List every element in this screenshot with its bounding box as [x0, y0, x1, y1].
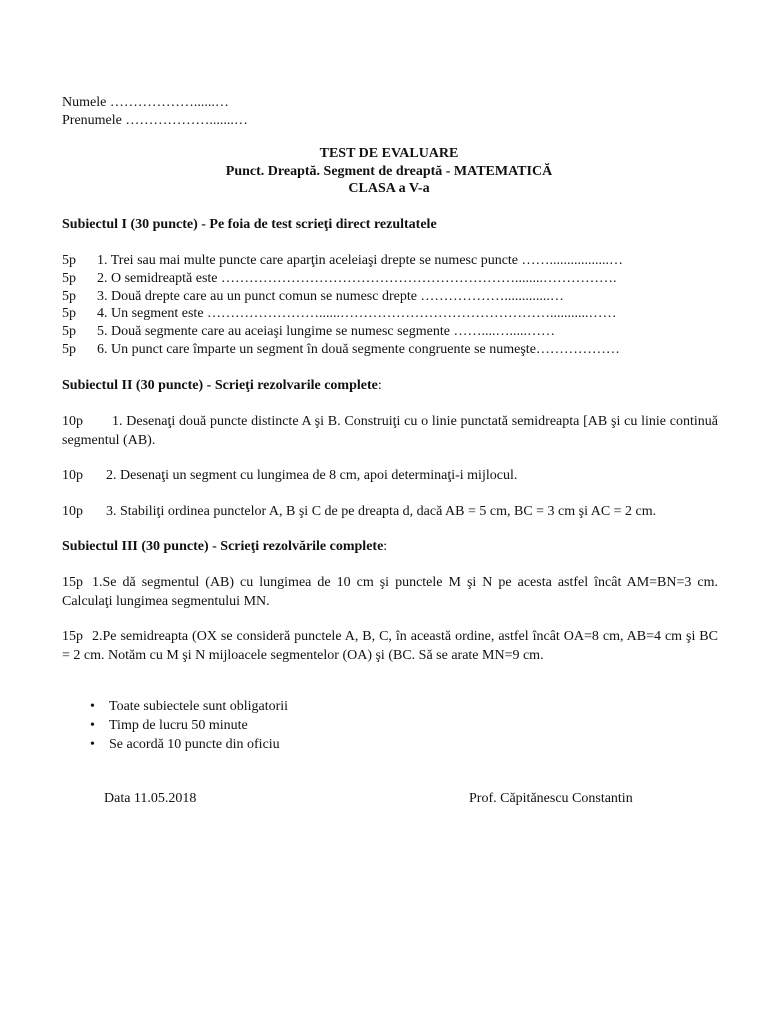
- item-points: 5p: [62, 289, 76, 304]
- item-text: 3. Două drepte care au un punct comun se numesc drepte ……………….............…: [97, 289, 564, 304]
- item-text: 2.Pe semidreapta (OX se consideră punctele A, B, C, în această ordine, astfel încât OA=8 cm, AB=4 cm şi BC = 2 cm. Notăm cu M şi N mijloacele segmentelor (OA) şi (BC. Să se arate MN=9 cm.: [62, 629, 718, 663]
- item-text: 2. Desenaţi un segment cu lungimea de 8 cm, apoi determinaţi-i mijlocul.: [106, 468, 518, 483]
- test-title: TEST DE EVALUARE: [319, 146, 459, 161]
- heading-colon: :: [383, 539, 388, 554]
- test-subtitle: Punct. Dreaptă. Segment de dreaptă - MATEMATICĂ: [225, 164, 553, 179]
- item-text: 1.Se dă segmentul (AB) cu lungimea de 10 cm şi punctele M şi N pe acesta astfel încât AM=BN=3 cm. Calculaţi lungimea segmentului MN.: [62, 575, 718, 609]
- section-2-heading-text: Subiectul II (30 puncte) - Scrieţi rezolvarile complete: [62, 378, 378, 393]
- bullet-icon: •: [90, 737, 95, 752]
- item-points: 5p: [62, 324, 76, 339]
- item-text: 1. Trei sau mai multe puncte care aparţin aceleiaşi drepte se numesc puncte …….................…: [97, 253, 624, 268]
- note-text: Timp de lucru 50 minute: [109, 718, 248, 733]
- item-points: 15p: [62, 575, 83, 590]
- item-points: 10p: [62, 414, 83, 429]
- section-2-heading: [62, 377, 382, 395]
- section-2-item-1: [62, 412, 718, 450]
- item-text: 2. O semidreaptă este ………………………………………………………........…………….: [97, 271, 617, 286]
- item-points: 5p: [62, 306, 76, 321]
- section-2-item-3: [62, 502, 718, 521]
- teacher-name: Prof. Căpitănescu Constantin: [469, 791, 633, 806]
- heading-colon: :: [377, 378, 382, 393]
- name-field-line: Numele ………………......…: [62, 95, 229, 110]
- class-label: CLASA a V-a: [348, 181, 430, 196]
- item-text: 1. Desenaţi două puncte distincte A şi B. Construiţi cu o linie punctată semidreapta [AB şi cu linie continuă segmentul (AB).: [62, 414, 718, 448]
- section-3-heading: [62, 538, 387, 556]
- note-text: Se acordă 10 puncte din oficiu: [109, 737, 280, 752]
- section-3-item-2: [62, 627, 718, 665]
- item-points: 5p: [62, 342, 76, 357]
- note-text: Toate subiectele sunt obligatorii: [109, 699, 289, 714]
- section-2-item-2: [62, 466, 718, 485]
- bullet-icon: •: [90, 718, 95, 733]
- bullet-icon: •: [90, 699, 95, 714]
- item-text: 5. Două segmente care au aceiaşi lungime se numesc segmente ……....….....……: [97, 324, 555, 339]
- section-3-item-1: [62, 573, 718, 611]
- item-points: 5p: [62, 253, 76, 268]
- item-text: 4. Un segment este ……………………......………………………………………...........……: [97, 306, 617, 321]
- surname-field-line: Prenumele ……………….......…: [62, 113, 248, 128]
- item-points: 5p: [62, 271, 76, 286]
- item-points: 10p: [62, 504, 83, 519]
- item-text: 6. Un punct care împarte un segment în două segmente congruente se numeşte………………: [97, 342, 620, 357]
- section-1-heading: Subiectul I (30 puncte) - Pe foia de test scrieţi direct rezultatele: [62, 217, 437, 232]
- item-points: 10p: [62, 468, 83, 483]
- test-date: Data 11.05.2018: [104, 791, 197, 806]
- item-points: 15p: [62, 629, 83, 644]
- item-text: 3. Stabiliţi ordinea punctelor A, B şi C de pe dreapta d, dacă AB = 5 cm, BC = 3 cm şi AC = 2 cm.: [106, 504, 657, 519]
- section-3-heading-text: Subiectul III (30 puncte) - Scrieţi rezolvările complete: [62, 539, 384, 554]
